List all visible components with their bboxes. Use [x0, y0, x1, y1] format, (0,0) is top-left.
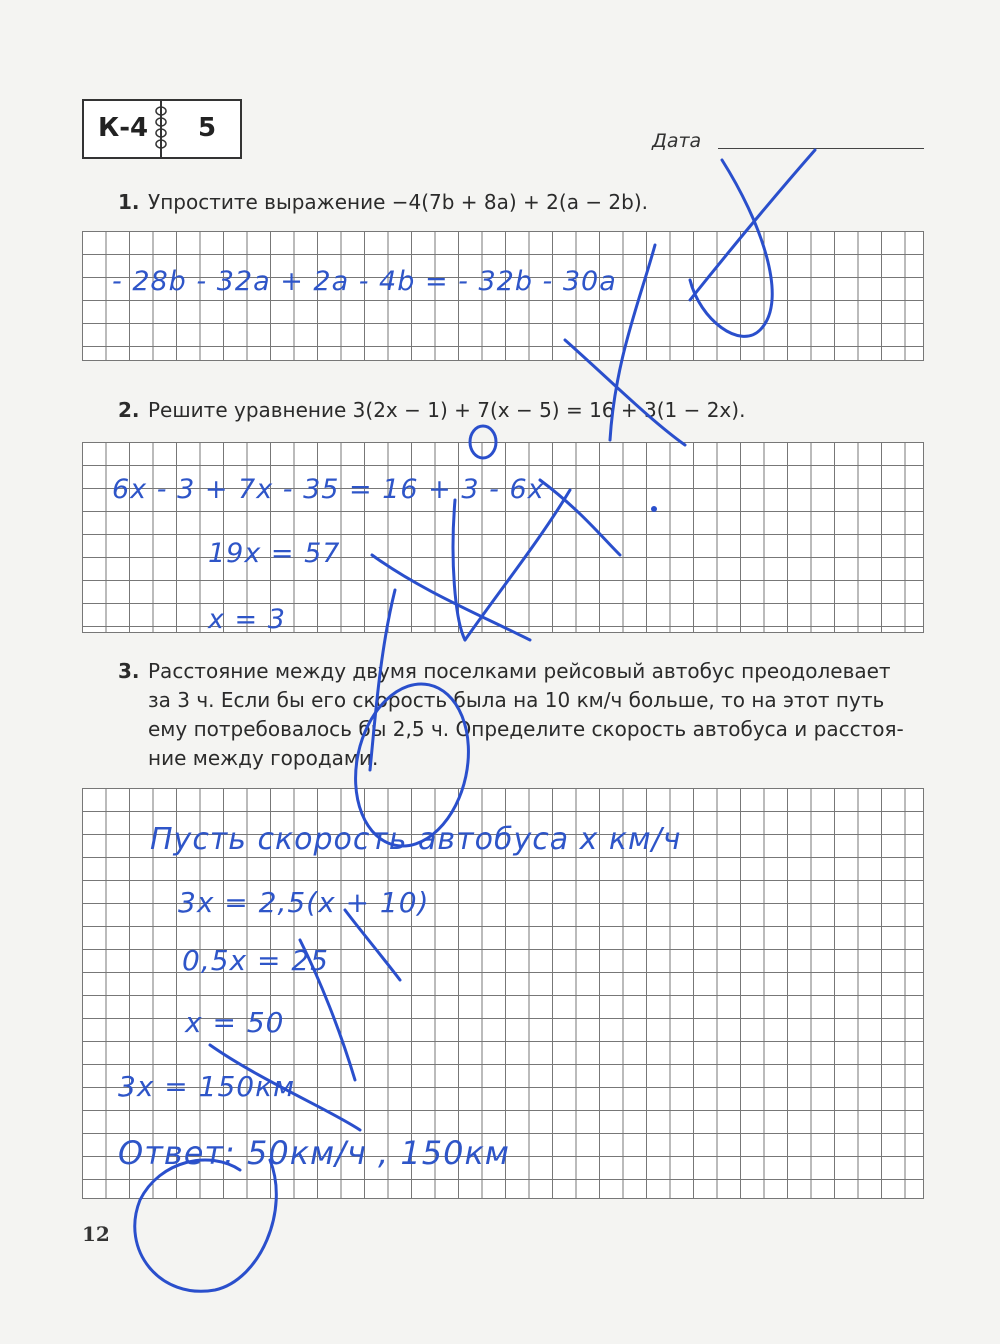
checkmark-stroke [370, 590, 395, 770]
task-3-number: 3. [118, 659, 140, 683]
task-3-solution-line: x = 50 [185, 1006, 285, 1039]
checkmark-stroke [610, 245, 655, 440]
date-label: Дата [652, 130, 702, 152]
checkmark-stroke [453, 500, 465, 640]
task-2-solution-line: x = 3 [208, 604, 286, 635]
task-2-solution-line: 19x = 57 [208, 538, 341, 569]
task-2-solution-line: 6x - 3 + 7x - 35 = 16 + 3 - 6x [112, 474, 545, 505]
task-1-solution-line: - 28b - 32a + 2a - 4b = - 32b - 30a [112, 266, 617, 297]
badge-test-code: К-4 [98, 113, 149, 143]
task-3-solution-line: 3x = 2,5(x + 10) [178, 886, 430, 919]
ink-dot [651, 506, 657, 512]
task-3-text-line: за 3 ч. Если бы его скорость была на 10 км/ч больше, то на этот путь [148, 688, 885, 712]
badge-variant-number: 5 [198, 113, 217, 143]
task-2-number: 2. [118, 398, 140, 422]
task-3-solution-line: Пусть скорость автобуса x км/ч [150, 822, 682, 857]
circle-mark [470, 426, 496, 458]
checkmark-stroke [372, 555, 530, 640]
checkmark-stroke [210, 1045, 360, 1130]
checkmark-stroke [465, 490, 570, 640]
task-1-number: 1. [118, 190, 140, 214]
checkmark-stroke [565, 340, 685, 445]
task-3-answer-line: Ответ: 50км/ч , 150км [118, 1134, 510, 1172]
task-2-text: Решите уравнение 3(2x − 1) + 7(x − 5) = 16 + 3(1 − 2x). [148, 398, 746, 422]
checkmark-stroke [135, 1160, 277, 1291]
task-3-solution-line: 0,5x = 25 [182, 944, 329, 977]
task-3-text-line: ему потребовалось бы 2,5 ч. Определите скорость автобуса и расстоя- [148, 717, 904, 741]
checkmark-stroke [345, 910, 400, 980]
task-3-text-line: Расстояние между двумя поселками рейсовый автобус преодолевает [148, 659, 891, 683]
page-number: 12 [82, 1222, 110, 1246]
circle-mark [341, 673, 483, 856]
task-3-solution-line: 3x = 150км [118, 1070, 296, 1103]
checkmark-stroke [690, 150, 815, 300]
checkmark-stroke [300, 940, 355, 1080]
task-1-text: Упростите выражение −4(7b + 8a) + 2(a − 2b). [148, 190, 649, 214]
task-3-text-line: ние между городами. [148, 746, 379, 770]
